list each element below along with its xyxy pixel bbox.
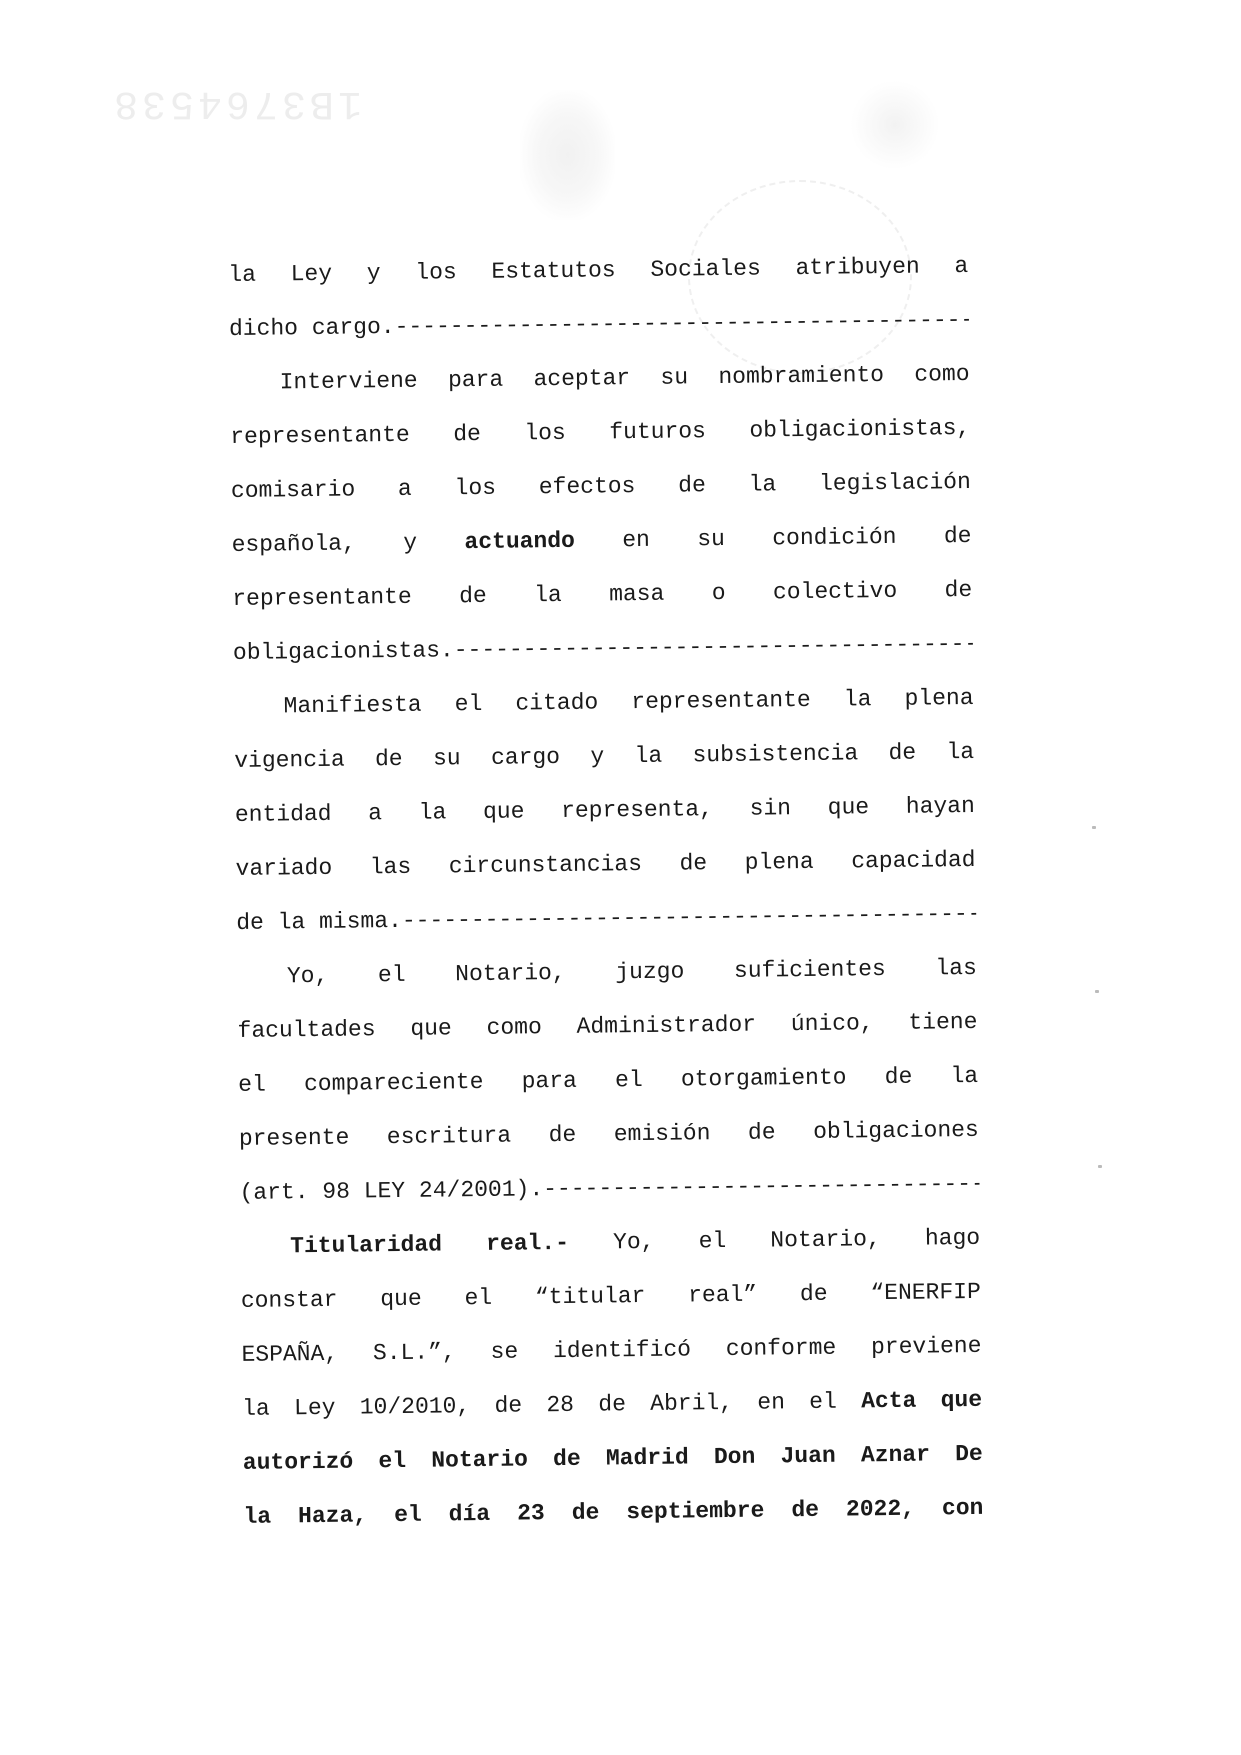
word: de	[944, 576, 973, 604]
word: Acta	[860, 1387, 917, 1415]
dash-filler	[453, 617, 973, 677]
word: “ENERFIP	[870, 1278, 981, 1307]
word: el	[378, 1447, 407, 1475]
word: de	[552, 1445, 581, 1473]
word: con	[941, 1494, 984, 1522]
word: en	[757, 1389, 786, 1416]
text-line	[243, 1427, 984, 1490]
word: vigencia	[234, 746, 345, 774]
word: sin	[749, 795, 792, 822]
word: Yo,	[612, 1228, 655, 1256]
word: efectos	[538, 473, 636, 501]
word: 10/2010,	[359, 1393, 471, 1421]
word: que	[827, 794, 870, 821]
word: obligaciones	[812, 1116, 979, 1145]
word: como	[486, 1014, 542, 1041]
word: Abril,	[650, 1389, 734, 1417]
word: plena	[904, 684, 974, 712]
word: Aznar	[860, 1441, 931, 1469]
text-line	[235, 833, 976, 896]
text-line	[235, 779, 976, 842]
word: a	[397, 475, 412, 502]
text-line	[232, 563, 973, 626]
word: representante	[230, 421, 410, 450]
text-line	[243, 1481, 984, 1544]
word: emisión	[613, 1120, 711, 1148]
word: de	[571, 1499, 600, 1526]
word: se	[490, 1338, 519, 1365]
word: su	[660, 364, 689, 391]
word: de	[598, 1391, 627, 1418]
word: su	[432, 745, 461, 772]
word: ESPAÑA,	[241, 1340, 339, 1368]
dash-filler	[394, 293, 969, 354]
word: el	[809, 1388, 838, 1415]
word: subsistencia	[692, 740, 859, 769]
word: entidad	[234, 800, 332, 828]
word: facultades	[237, 1016, 376, 1044]
word: circunstancias	[448, 850, 643, 880]
word: De	[955, 1440, 983, 1468]
word: Madrid	[605, 1444, 689, 1472]
text-line	[233, 671, 974, 734]
text-line	[234, 725, 975, 788]
word: hayan	[905, 792, 975, 820]
word: suficientes	[733, 956, 886, 984]
word: la	[748, 471, 777, 498]
word: condición	[772, 523, 897, 552]
text-line	[237, 995, 978, 1058]
word: tiene	[908, 1008, 978, 1036]
text-line	[230, 401, 971, 464]
word: de	[747, 1119, 776, 1146]
word: Ley	[290, 260, 333, 288]
word: autorizó	[242, 1448, 354, 1476]
word: que	[482, 798, 525, 825]
word: los	[415, 259, 457, 286]
word: la	[634, 742, 663, 770]
word: compareciente	[303, 1068, 484, 1098]
word: de	[884, 1063, 913, 1091]
word: que	[940, 1386, 983, 1414]
dash-filler	[402, 887, 977, 948]
word: S.L.”,	[372, 1339, 456, 1367]
word: el	[614, 1066, 643, 1094]
word: la	[950, 1062, 979, 1090]
text-line	[239, 1103, 980, 1166]
line-text: (art. 98 LEY 24/2001).	[239, 1176, 544, 1206]
word: de	[494, 1392, 523, 1419]
word: el	[377, 961, 406, 989]
word: Notario,	[770, 1226, 881, 1254]
word: representante	[631, 686, 811, 716]
line-text: obligacionistas.	[232, 637, 454, 666]
word: para	[521, 1067, 578, 1095]
word: “titular	[534, 1282, 646, 1311]
word: Ley	[293, 1394, 336, 1422]
word: Sociales	[650, 255, 761, 283]
word: Juan	[780, 1442, 836, 1470]
word: a	[368, 800, 383, 827]
word: la	[242, 1395, 270, 1422]
text-line	[242, 1373, 983, 1436]
paper-speck	[1092, 826, 1096, 829]
word: obligacionistas,	[749, 414, 971, 444]
paper-speck	[1095, 990, 1099, 993]
word: como	[914, 360, 970, 388]
word: juzgo	[615, 958, 685, 986]
word: de	[458, 582, 487, 610]
word: Titularidad	[290, 1231, 443, 1260]
text-line	[231, 455, 972, 518]
word: de	[943, 522, 972, 550]
text-line	[237, 941, 978, 1004]
text-line	[239, 1157, 980, 1220]
word: Notario,	[455, 959, 566, 988]
word: representa,	[560, 796, 714, 824]
word: otorgamiento	[680, 1064, 847, 1093]
word: representante	[232, 583, 412, 612]
paper-serial-watermark: 1B3764538	[110, 80, 363, 125]
word: Estatutos	[491, 257, 616, 285]
word: nombramiento	[718, 361, 885, 391]
text-line	[236, 887, 977, 950]
paper-speck	[1098, 1165, 1102, 1168]
word: Notario	[431, 1446, 529, 1474]
word: masa	[608, 580, 665, 608]
word: y	[403, 529, 418, 556]
word: española,	[231, 530, 357, 558]
word: Don	[713, 1443, 756, 1471]
word: que	[380, 1285, 422, 1313]
text-line	[241, 1319, 982, 1382]
word: 2022,	[845, 1495, 916, 1523]
word: el	[464, 1284, 493, 1312]
word: comisario	[230, 476, 356, 504]
word: de	[453, 420, 482, 448]
word: citado	[515, 689, 599, 717]
word: las	[369, 853, 412, 881]
word: previene	[870, 1332, 982, 1361]
line-text: de la misma.	[236, 907, 403, 936]
text-line	[233, 617, 974, 680]
word: hago	[924, 1224, 981, 1252]
word: plena	[744, 848, 814, 876]
word: que	[410, 1015, 452, 1042]
word: la	[533, 581, 562, 609]
word: su	[697, 525, 726, 553]
word: las	[935, 954, 978, 982]
word: la	[228, 261, 257, 288]
word: único,	[790, 1010, 874, 1038]
word: Haza,	[297, 1502, 368, 1530]
word: la	[946, 738, 975, 766]
word: variado	[235, 854, 333, 882]
word: colectivo	[772, 577, 898, 606]
word: cargo	[490, 743, 561, 771]
word: los	[524, 419, 566, 447]
word: día	[448, 1500, 491, 1528]
text-line	[231, 509, 972, 572]
word: la	[418, 799, 447, 826]
word: Administrador	[576, 1011, 757, 1040]
word: conforme	[725, 1334, 837, 1362]
word: constar	[240, 1286, 338, 1314]
word: Yo,	[286, 962, 329, 990]
word: el	[698, 1227, 727, 1255]
word: aceptar	[533, 365, 631, 393]
word: en	[622, 526, 651, 554]
text-line	[241, 1265, 982, 1328]
word: la	[243, 1503, 272, 1530]
word: para	[447, 366, 504, 394]
word: atribuyen	[795, 253, 920, 282]
word: de	[548, 1121, 577, 1149]
word: 28	[546, 1391, 575, 1419]
line-text: dicho cargo.	[228, 313, 395, 342]
word: futuros	[609, 418, 707, 446]
text-line	[228, 239, 969, 302]
word: 23	[516, 1500, 545, 1527]
word: Manifiesta	[283, 691, 422, 720]
word: la	[843, 686, 872, 713]
dash-filler	[543, 1157, 980, 1216]
word: de	[374, 745, 403, 773]
word: y	[590, 743, 605, 770]
watermark-emblem-right	[850, 80, 940, 170]
document-body	[228, 239, 984, 1544]
watermark-emblem-left	[520, 90, 615, 220]
word: de	[678, 472, 706, 499]
word: real”	[688, 1281, 758, 1309]
word: y	[366, 260, 381, 287]
text-line	[229, 293, 970, 356]
text-line	[238, 1049, 979, 1112]
word: el	[393, 1501, 422, 1529]
word: el	[454, 690, 483, 718]
word: Interviene	[279, 367, 418, 396]
word: capacidad	[851, 846, 976, 875]
word: de	[791, 1496, 820, 1524]
word: de	[679, 850, 708, 877]
word: a	[954, 252, 969, 280]
word: identificó	[552, 1336, 692, 1365]
word: los	[454, 474, 497, 502]
text-line	[229, 347, 970, 410]
word: de	[888, 739, 917, 766]
word: el	[238, 1071, 266, 1098]
word: o	[711, 579, 726, 607]
text-line	[240, 1211, 981, 1274]
word: septiembre	[626, 1497, 765, 1526]
word: escritura	[386, 1122, 512, 1151]
word: legislación	[818, 468, 971, 497]
word: real.-	[485, 1229, 570, 1257]
word: actuando	[464, 527, 576, 556]
word: presente	[238, 1124, 350, 1152]
word: de	[799, 1280, 828, 1308]
